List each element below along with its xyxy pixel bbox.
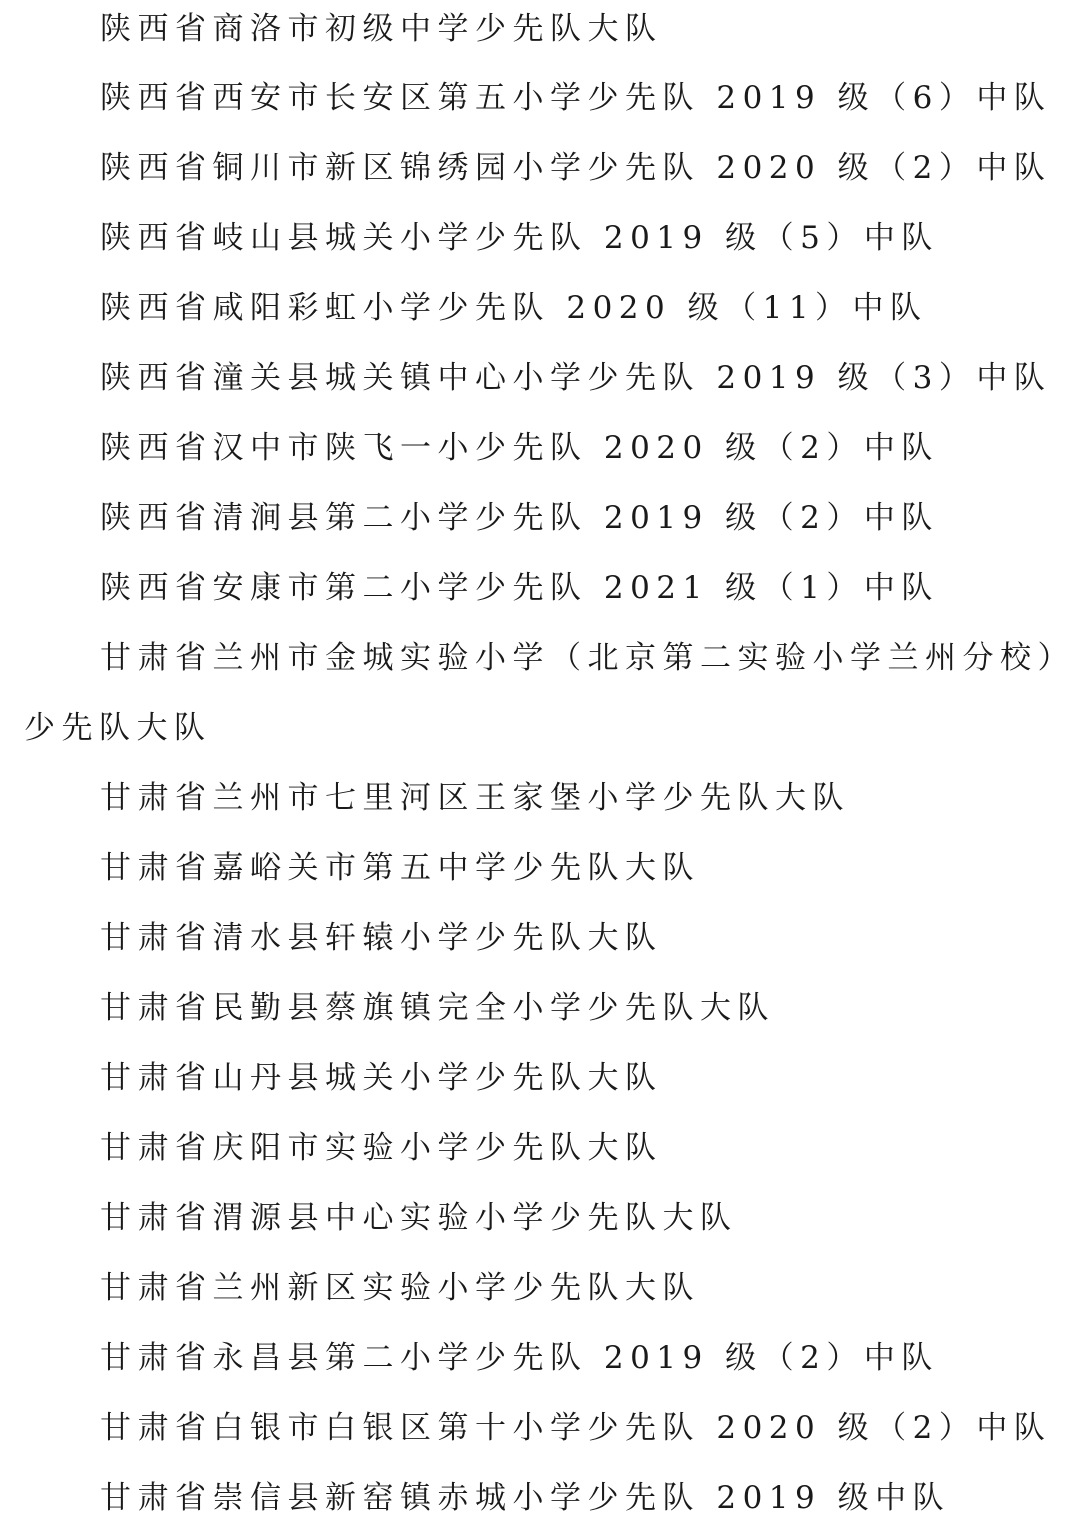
list-item: 甘肃省清水县轩辕小学少先队大队: [100, 920, 663, 956]
list-item: 陕西省商洛市初级中学少先队大队: [100, 11, 663, 47]
list-item: 甘肃省永昌县第二小学少先队 2019 级（2）中队: [100, 1340, 939, 1376]
list-item: 陕西省铜川市新区锦绣园小学少先队 2020 级（2）中队: [100, 150, 1052, 186]
list-item: 陕西省潼关县城关镇中心小学少先队 2019 级（3）中队: [100, 360, 1052, 396]
list-item: 甘肃省兰州市金城实验小学（北京第二实验小学兰州分校）: [100, 640, 1075, 676]
list-item: 甘肃省崇信县新窑镇赤城小学少先队 2019 级中队: [100, 1480, 951, 1516]
list-item: 甘肃省渭源县中心实验小学少先队大队: [100, 1200, 738, 1236]
list-item: 甘肃省兰州新区实验小学少先队大队: [100, 1270, 700, 1306]
list-item: 陕西省岐山县城关小学少先队 2019 级（5）中队: [100, 220, 939, 256]
list-item: 甘肃省庆阳市实验小学少先队大队: [100, 1130, 663, 1166]
list-item: 甘肃省兰州市七里河区王家堡小学少先队大队: [100, 780, 850, 816]
list-item: 陕西省汉中市陕飞一小少先队 2020 级（2）中队: [100, 430, 939, 466]
list-item-continuation: 少先队大队: [24, 710, 212, 746]
list-item: 陕西省安康市第二小学少先队 2021 级（1）中队: [100, 570, 939, 606]
list-item: 甘肃省白银市白银区第十小学少先队 2020 级（2）中队: [100, 1410, 1052, 1446]
list-item: 甘肃省嘉峪关市第五中学少先队大队: [100, 850, 700, 886]
list-item: 甘肃省民勤县蔡旗镇完全小学少先队大队: [100, 990, 775, 1026]
list-item: 甘肃省山丹县城关小学少先队大队: [100, 1060, 663, 1096]
list-item: 陕西省西安市长安区第五小学少先队 2019 级（6）中队: [100, 80, 1052, 116]
list-item: 陕西省清涧县第二小学少先队 2019 级（2）中队: [100, 500, 939, 536]
list-item: 陕西省咸阳彩虹小学少先队 2020 级（11）中队: [100, 290, 928, 326]
